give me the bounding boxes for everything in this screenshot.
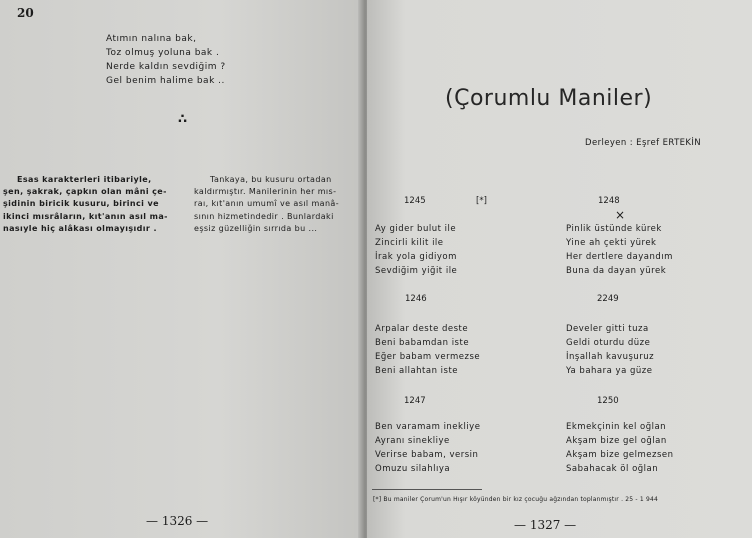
verse-line: Omuzu silahlıya [375,464,451,474]
verse-line: Buna da dayan yürek [566,266,667,276]
verse-line: Yine ah çekti yürek [566,238,657,248]
essay-line: eşsiz güzelliğin sırrıda bu ... [194,223,318,233]
left-page [0,0,365,538]
mani-verse [566,222,673,278]
verse-line: Arpalar deste deste [375,324,469,334]
verse-line: Zincirli kilit ile [375,238,444,248]
verse-line: Beni allahtan iste [375,366,459,376]
poem-line: Gel benim halime bak .. [106,76,225,86]
footnote: [*] Bu maniler Çorum'un Hışır köyünden bir kız çocuğu ağzından toplanmıştır . 25 - 1 944 [373,496,659,503]
essay-line: ikinci mısrâların, kıt'anın asıl ma- [3,211,168,221]
footnote-marker: [*] [476,196,487,206]
essay-line: Tankaya, bu kusuru ortadan [210,175,332,184]
poem-line: Nerde kaldın sevdiğim ? [106,62,226,72]
verse-line: Develer gitti tuza [566,324,649,334]
right-page [367,0,752,538]
poem-line: Toz olmuş yoluna bak . [106,48,220,58]
mani-number: 1248 [598,196,620,206]
page-number-top: 20 [17,6,34,20]
essay-column-2 [194,174,339,235]
verse-line: Sevdiğim yiğit ile [375,266,458,276]
poem-line: Atımın nalına bak, [106,34,197,44]
section-separator: ∴ [178,112,188,127]
mani-verse [566,322,654,378]
verse-line: Ben varamam inekliye [375,422,481,432]
mani-number: 1246 [405,294,427,304]
verse-line: Eğer babam vermezse [375,352,481,362]
essay-line: şen, şakrak, çapkın olan mâni çe- [3,187,167,197]
mani-verse [375,420,480,476]
essay-line: nasıyle hiç alâkası olmayışıdır . [3,223,157,233]
verse-line: Pinlik üstünde kürek [566,224,662,234]
essay-column-1 [3,174,168,235]
essay-line: şidinin biricik kusuru, birinci ve [3,199,159,209]
handwritten-mark: × [615,208,626,222]
mani-number: 1250 [597,396,619,406]
page-number-bottom: — 1327 — [514,518,577,532]
mani-verse [566,420,674,476]
essay-line: raı, kıt'anın umumî ve asıl manâ- [194,199,340,209]
verse-line: Akşam bize gel oğlan [566,436,667,446]
poem [106,32,226,88]
mani-number: 2249 [597,294,619,304]
mani-verse [375,322,480,378]
essay-line: Esas karakterleri itibariyle, [17,175,152,184]
verse-line: Akşam bize gelmezsen [566,450,674,460]
mani-number: 1245 [404,196,426,206]
verse-line: İrak yola gidiyom [375,252,457,262]
verse-line: Ekmekçinin kel oğlan [566,422,667,432]
verse-line: Sabahacak öl oğlan [566,464,659,474]
verse-line: Geldi oturdu düze [566,338,651,348]
verse-line: Ayranı sinekliye [375,436,450,446]
page-number-bottom: — 1326 — [146,514,209,528]
verse-line: Her dertlere dayandım [566,252,673,262]
essay-line: kaldırmıştır. Manilerinin her mıs- [194,187,337,197]
verse-line: İnşallah kavuşuruz [566,352,655,362]
verse-line: Ya bahara ya güze [566,366,653,376]
byline: Derleyen : Eşref ERTEKİN [585,138,702,148]
page-title: (Çorumlu Maniler) [445,86,653,111]
mani-verse [375,222,457,278]
footnote-rule [372,489,482,490]
verse-line: Verirse babam, versin [375,450,479,460]
verse-line: Beni babamdan iste [375,338,470,348]
verse-line: Ay gider bulut ile [375,224,457,234]
mani-number: 1247 [404,396,426,406]
essay-line: sının hizmetindedir . Bunlardaki [194,211,334,221]
